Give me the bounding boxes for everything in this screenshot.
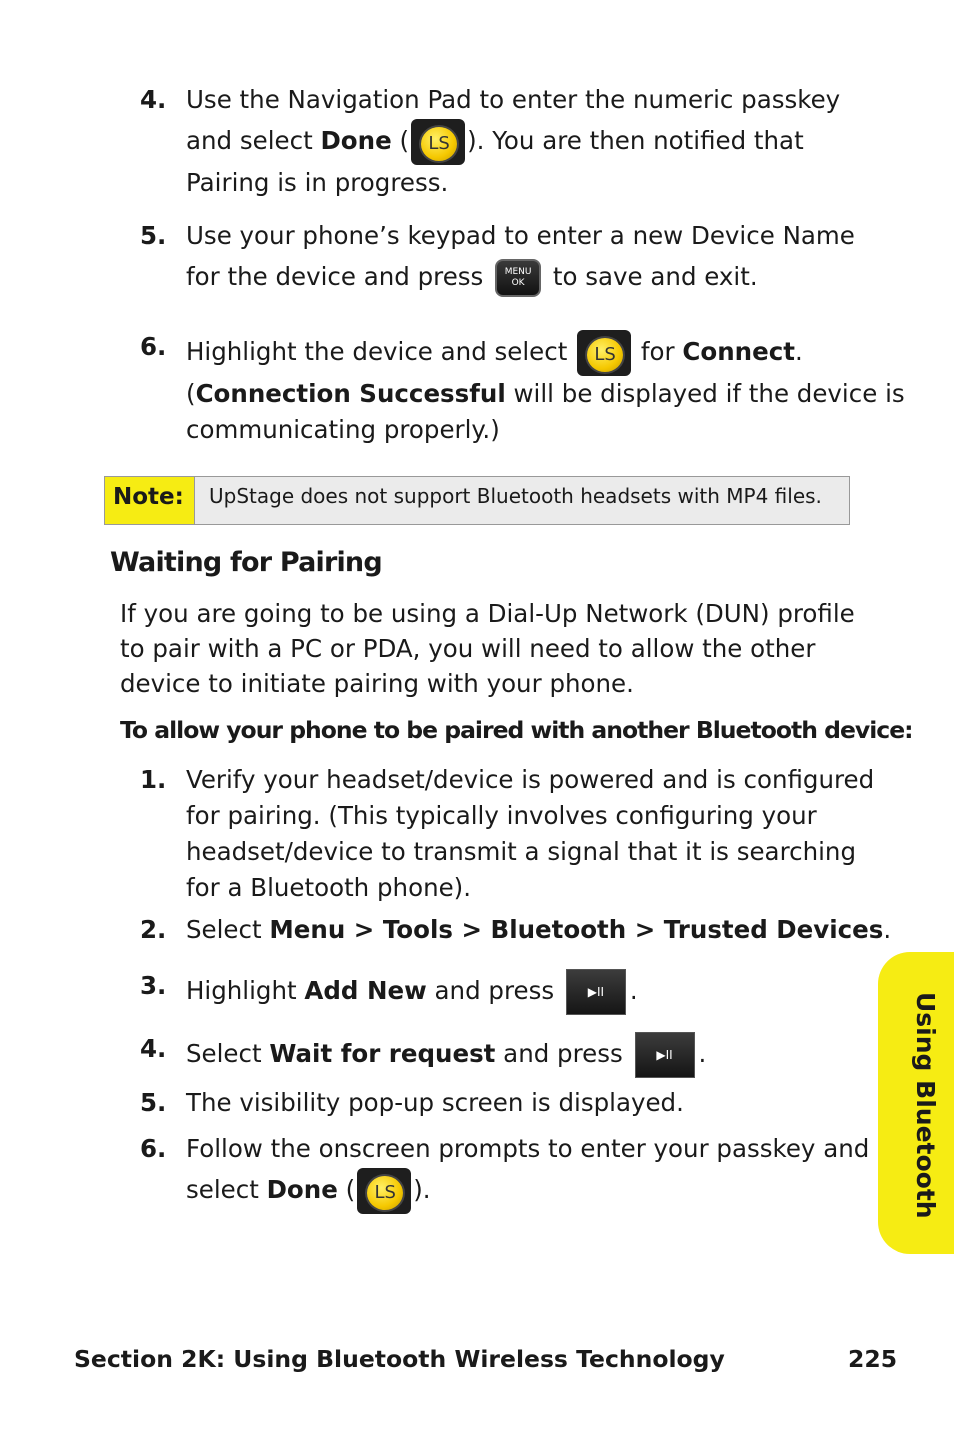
text-run: . xyxy=(794,337,803,366)
step-line xyxy=(186,254,870,300)
ls-softkey-icon xyxy=(411,119,465,165)
text-run: and select xyxy=(186,126,321,155)
text-run: The visibility pop-up screen is displayed. xyxy=(186,1088,684,1117)
bold-term: Menu > Tools > Bluetooth > Trusted Devices xyxy=(269,915,884,944)
text-run: and press xyxy=(426,976,562,1005)
text-run: will be displayed if the device is xyxy=(505,379,905,408)
step-line xyxy=(186,912,892,948)
step-text xyxy=(186,1085,870,1121)
step-line xyxy=(186,1031,870,1078)
text-run: . xyxy=(629,976,638,1005)
ok-key-label: OK xyxy=(511,278,525,288)
intro-paragraph: If you are going to be using a Dial-Up Network (DUN) profile to pair with a PC or PDA, you will need to allow the other device to initiate pairing with your phone. xyxy=(120,599,855,698)
text-run: Follow the onscreen prompts to enter your passkey and xyxy=(186,1134,870,1163)
note-box xyxy=(104,476,850,525)
step-2 xyxy=(140,912,892,948)
step-4-top xyxy=(140,82,870,201)
bold-term: Wait for request xyxy=(269,1039,496,1068)
footer-section: Section 2K: Using Bluetooth Wireless Technology xyxy=(74,1345,725,1373)
play-pause-key-icon: ▶II xyxy=(566,969,626,1015)
text-run: for the device and press xyxy=(186,262,492,291)
ls-softkey-label: LS xyxy=(419,125,459,163)
step-line xyxy=(186,218,870,254)
bold-term: Done xyxy=(266,1175,338,1204)
text-run: communicating properly.) xyxy=(186,415,500,444)
note-text: UpStage does not support Bluetooth headsets with MP4 files. xyxy=(209,484,822,508)
text-run: and press xyxy=(495,1039,631,1068)
step-5 xyxy=(140,1085,870,1121)
text-run: ). xyxy=(413,1175,431,1204)
step-text xyxy=(186,1031,870,1078)
step-text xyxy=(186,912,892,948)
text-run: to save and exit. xyxy=(545,262,758,291)
text-run: Use the Navigation Pad to enter the numeric passkey xyxy=(186,85,841,114)
side-tab-label: Using Bluetooth xyxy=(911,992,940,1219)
step-6-top xyxy=(140,329,905,448)
step-text xyxy=(186,329,905,448)
bold-term: Add New xyxy=(304,976,427,1005)
text-run: select xyxy=(186,1175,267,1204)
text-run: ( xyxy=(337,1175,356,1204)
step-number: 1. xyxy=(140,765,167,794)
step-number: 5. xyxy=(140,1088,167,1117)
menu-ok-key-icon xyxy=(495,259,541,297)
step-number: 4. xyxy=(140,85,167,114)
bold-term: Connect xyxy=(682,337,795,366)
step-text xyxy=(186,82,870,201)
text-run: Use your phone’s keypad to enter a new Device Name xyxy=(186,221,855,250)
menu-key-label: MENU xyxy=(504,267,532,277)
bold-term: Done xyxy=(320,126,392,155)
text-run: Highlight the device and select xyxy=(186,337,576,366)
text-run: for pairing. (This typically involves configuring your xyxy=(186,801,817,830)
bold-term: Connection Successful xyxy=(195,379,506,408)
step-number: 6. xyxy=(140,332,167,361)
step-5-top xyxy=(140,218,870,300)
text-run: for xyxy=(633,337,683,366)
step-line xyxy=(186,412,870,448)
step-line xyxy=(186,968,870,1015)
text-run: Highlight xyxy=(186,976,305,1005)
step-line xyxy=(186,762,875,798)
step-line xyxy=(186,118,870,165)
step-line xyxy=(186,834,870,870)
step-3 xyxy=(140,968,870,1015)
text-run: ( xyxy=(391,126,410,155)
step-text xyxy=(186,1131,870,1214)
step-line xyxy=(186,1131,870,1167)
procedure-heading: To allow your phone to be paired with another Bluetooth device: xyxy=(120,716,913,744)
step-line xyxy=(186,82,870,118)
ls-softkey-icon xyxy=(577,330,631,376)
ls-softkey-label: LS xyxy=(585,336,625,374)
text-run: ). You are then notified that xyxy=(467,126,804,155)
step-number: 6. xyxy=(140,1134,167,1163)
text-run: Verify your headset/device is powered and is configured xyxy=(186,765,875,794)
step-line xyxy=(186,798,870,834)
step-number: 2. xyxy=(140,915,167,944)
text-run: . xyxy=(698,1039,707,1068)
text-run: for a Bluetooth phone). xyxy=(186,873,472,902)
text-run: Select xyxy=(186,915,270,944)
step-text xyxy=(186,762,875,906)
step-text xyxy=(186,968,870,1015)
play-pause-key-icon: ▶II xyxy=(635,1032,695,1078)
step-line xyxy=(186,329,870,376)
step-6 xyxy=(140,1131,870,1214)
side-tab xyxy=(878,952,954,1254)
step-4 xyxy=(140,1031,870,1078)
step-number: 4. xyxy=(140,1034,167,1063)
ls-softkey-label: LS xyxy=(365,1174,405,1212)
text-run: . xyxy=(883,915,892,944)
text-run: ( xyxy=(186,379,196,408)
text-run: Select xyxy=(186,1039,270,1068)
text-run: Pairing is in progress. xyxy=(186,168,449,197)
step-line xyxy=(186,376,905,412)
footer-page-number: 225 xyxy=(848,1345,898,1373)
note-label: Note: xyxy=(105,477,195,524)
step-1 xyxy=(140,762,875,906)
step-line xyxy=(186,1167,870,1214)
step-line xyxy=(186,870,870,906)
ls-softkey-icon xyxy=(357,1168,411,1214)
step-number: 5. xyxy=(140,221,167,250)
step-line xyxy=(186,1085,870,1121)
step-text xyxy=(186,218,870,300)
step-number: 3. xyxy=(140,971,167,1000)
section-heading: Waiting for Pairing xyxy=(110,547,382,578)
step-line xyxy=(186,165,870,201)
text-run: headset/device to transmit a signal that it is searching xyxy=(186,837,856,866)
